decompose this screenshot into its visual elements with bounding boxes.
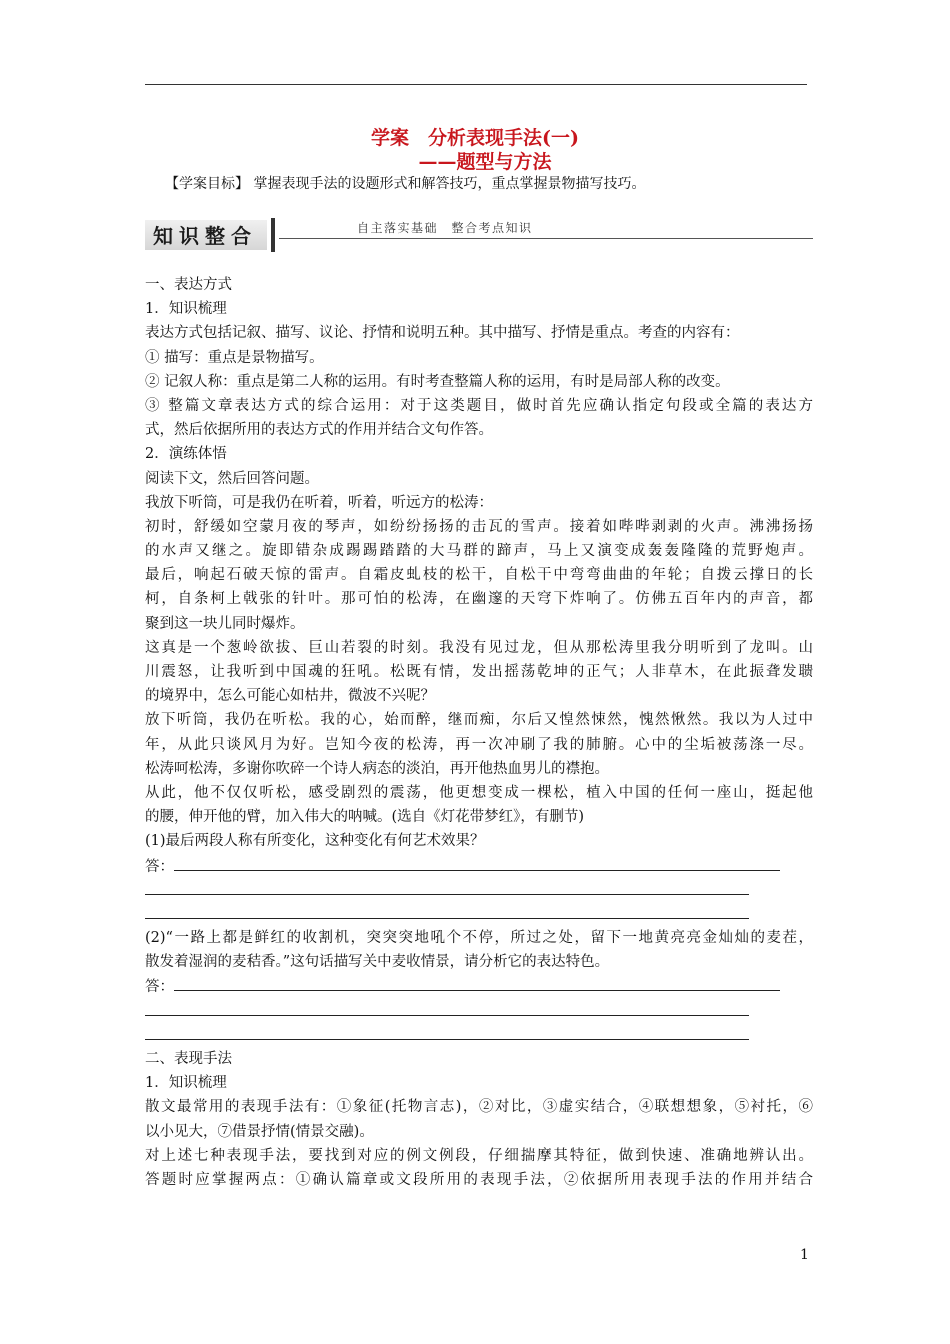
paragraph-line: 答题时应掌握两点：①确认篇章或文段所用的表现手法，②依据所用表现手法的作用并结合 xyxy=(145,1171,813,1188)
answer-row xyxy=(145,878,813,902)
paragraph-line: 表达方式包括记叙、描写、议论、抒情和说明五种。其中描写、抒情是重点。考查的内容有： xyxy=(145,325,740,342)
paragraph-line: 散文最常用的表现手法有：①象征(托物言志)，②对比，③虚实结合，④联想想象，⑤衬托，⑥ xyxy=(145,1099,813,1116)
passage-line: 最后，响起石破天惊的雷声。自霜皮虬枝的松干，自松干中弯弯曲曲的年轮；自拨云撑日的长 xyxy=(145,567,813,584)
list-item: ② 记叙人称：重点是第二人称的运用。有时考查整篇人称的运用，有时是局部人称的改变。 xyxy=(145,373,730,390)
passage-line: 的境界中，怎么可能心如枯井，微波不兴呢？ xyxy=(145,688,435,705)
banner-bar xyxy=(271,218,275,252)
answer-blank[interactable] xyxy=(145,878,749,895)
subsection-heading: 2．演练体悟 xyxy=(145,446,227,463)
goal-text: 掌握表现手法的设题形式和解答技巧，重点掌握景物描写技巧。 xyxy=(253,176,646,192)
question-2: (2)“一路上都是鲜红的收割机，突突突地吼个不停，所过之处，留下一地黄亮亮金灿灿的麦茬， xyxy=(145,930,813,947)
passage-line: 柯，自条柯上戟张的针叶。那可怕的松涛，在幽邃的天穹下炸响了。仿佛五百年内的声音，都 xyxy=(145,591,813,608)
passage-line: 松涛呵松涛，多谢你吹碎一个诗人病态的淡泊，再开他热血男儿的襟抱。 xyxy=(145,760,609,777)
subsection-heading: 1．知识梳理 xyxy=(145,1075,227,1092)
answer-blank[interactable] xyxy=(145,999,749,1016)
learning-goal xyxy=(165,174,645,194)
list-item: 式，然后依据所用的表达方式的作用并结合文句作答。 xyxy=(145,422,493,439)
paragraph-line: 对上述七种表现手法，要找到对应的例文例段，仔细揣摩其特征，做到快速、准确地辨认出。 xyxy=(145,1147,813,1164)
answer-label: 答： xyxy=(145,979,174,996)
main-content xyxy=(145,273,813,1192)
answer-row xyxy=(145,999,813,1023)
answer-blank[interactable] xyxy=(174,854,780,871)
passage-line: 这真是一个葱岭欲拔、巨山若裂的时刻。我没有见过龙，但从那松涛里我分明听到了龙叫。山 xyxy=(145,639,813,656)
section-banner xyxy=(145,218,813,252)
section-heading: 二、表现手法 xyxy=(145,1051,232,1067)
passage-line: 从此，他不仅仅听松，感受剧烈的震荡，他更想变成一棵松，植入中国的任何一座山，挺起他 xyxy=(145,784,813,801)
answer-row xyxy=(145,1023,813,1047)
passage-line: 川震怒，让我听到中国魂的狂吼。松既有情，发出摇荡乾坤的正气；人非草木，在此振聋发聩 xyxy=(145,664,813,680)
passage-line: 聚到这一块儿同时爆炸。 xyxy=(145,615,305,632)
passage-line: 我放下听筒，可是我仍在听着，听着，听远方的松涛： xyxy=(145,494,493,511)
answer-row xyxy=(145,854,813,878)
page-title: 学案 分析表现手法(一) xyxy=(371,127,579,149)
page-subtitle: ——题型与方法 xyxy=(418,151,552,173)
paragraph-line: 以小见大，⑦借景抒情(情景交融)。 xyxy=(145,1123,374,1140)
answer-blank[interactable] xyxy=(174,974,780,991)
passage-line: 年，从此只谈风月为好。岂知今夜的松涛，再一次冲刷了我的肺腑。心中的尘垢被荡涤一尽。 xyxy=(145,736,813,753)
list-item: ① 描写：重点是景物描写。 xyxy=(145,349,324,366)
passage-line: 的腰，伸开他的臂，加入伟大的呐喊。(选自《灯花带梦红》，有删节) xyxy=(145,809,585,826)
answer-row xyxy=(145,974,813,998)
passage-line: 初时，舒缓如空蒙月夜的琴声，如纷纷扬扬的击瓦的雪声。接着如哔哔剥剥的火声。沸沸扬扬 xyxy=(145,518,813,535)
banner-box xyxy=(145,220,267,250)
banner-subtitle: 自主落实基础 整合考点知识 xyxy=(357,221,533,235)
paragraph-line: 阅读下文，然后回答问题。 xyxy=(145,470,319,487)
header-rule xyxy=(145,84,807,85)
page-number: 1 xyxy=(800,1247,809,1263)
passage-line: 放下听筒，我仍在听松。我的心，始而醉，继而痴，尔后又惶然悚然，愧然愀然。我以为人过中 xyxy=(145,712,813,729)
question-2: 散发着湿润的麦秸香。”这句话描写关中麦收情景，请分析它的表达特色。 xyxy=(145,954,610,971)
subsection-heading: 1．知识梳理 xyxy=(145,301,227,318)
answer-blank[interactable] xyxy=(145,1023,749,1040)
goal-label: 【学案目标】 xyxy=(165,176,249,192)
question-1: (1)最后两段人称有所变化，这种变化有何艺术效果？ xyxy=(145,833,485,850)
banner-line xyxy=(279,238,813,239)
section-heading: 一、表达方式 xyxy=(145,277,232,293)
answer-blank[interactable] xyxy=(145,902,749,919)
answer-row xyxy=(145,902,813,926)
answer-label: 答： xyxy=(145,858,174,875)
list-item: ③ 整篇文章表达方式的综合运用：对于这类题目，做时首先应确认指定句段或全篇的表达方 xyxy=(145,397,813,414)
passage-line: 的水声又继之。旋即错杂成踢踢踏踏的大马群的蹄声，马上又演变成轰轰隆隆的荒野炮声。 xyxy=(145,543,813,560)
banner-title: 知识整合 xyxy=(153,224,257,248)
